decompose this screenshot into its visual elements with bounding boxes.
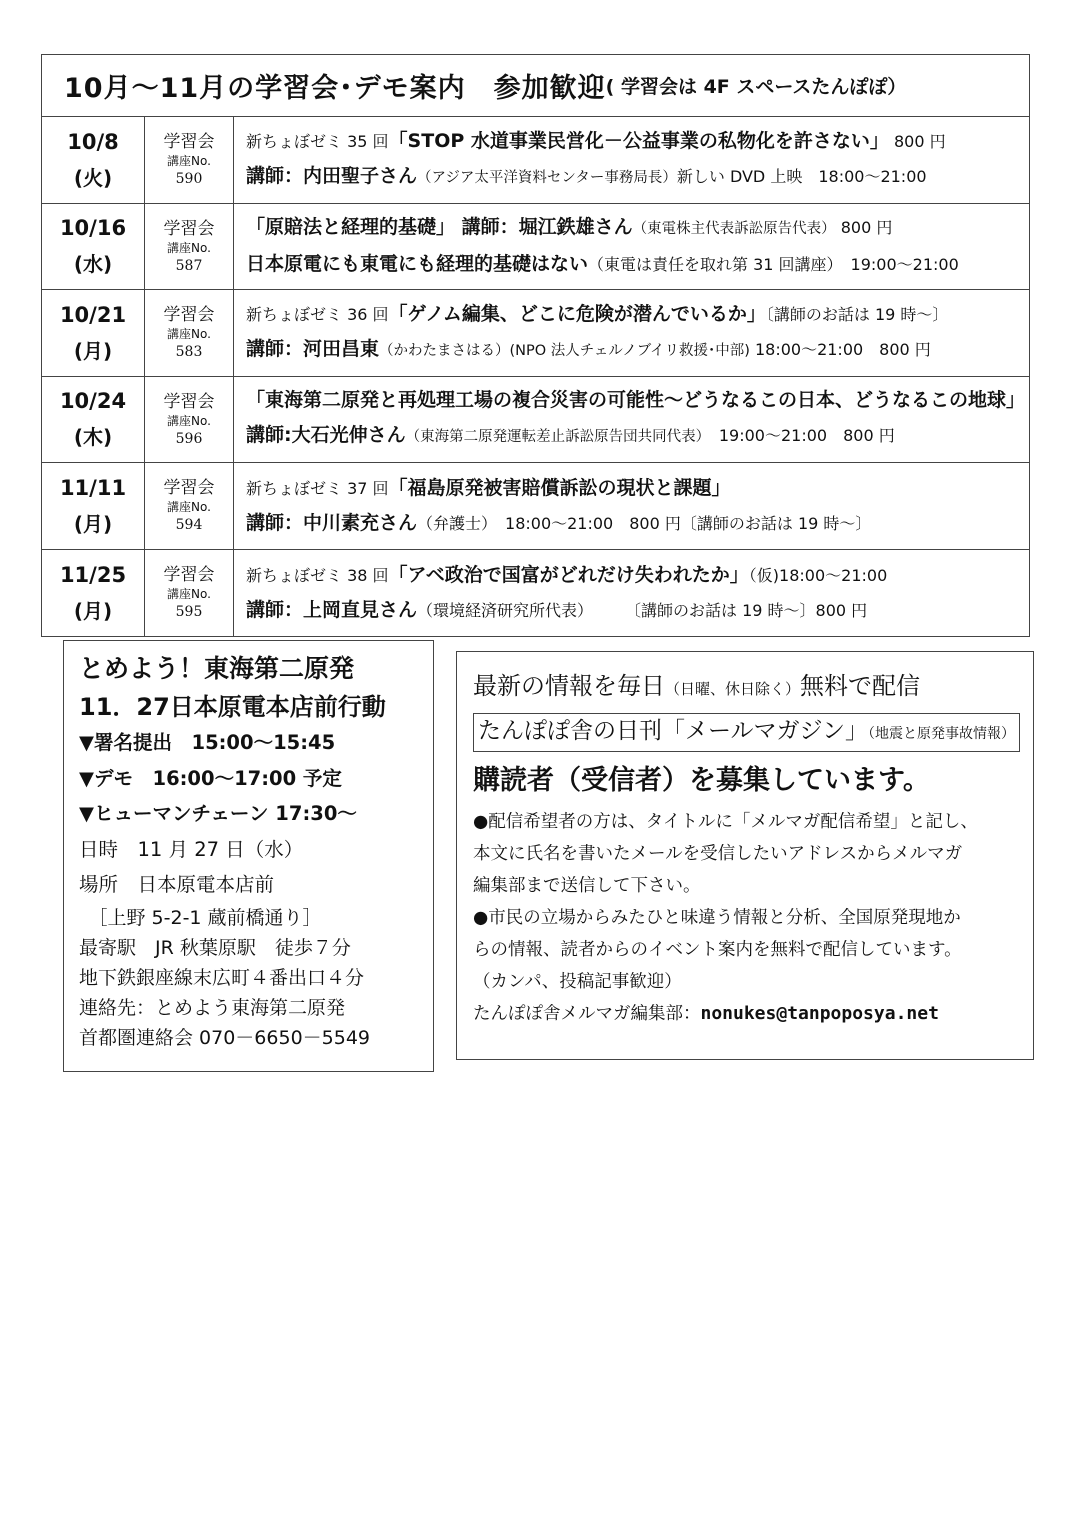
kouza-label: 講座No. [167, 154, 211, 169]
intro-end: 無料で配信 [800, 672, 921, 700]
schedule-row [42, 290, 1029, 377]
editor-label: たんぽぽ舎メルマガ編集部： [473, 1004, 701, 1024]
event-date: 10/24 [59, 389, 127, 414]
event-weekday: (火) [73, 165, 113, 190]
mailmagazine-title: たんぽぽ舎の日刊「メールマガジン」 [478, 718, 868, 744]
event-text: （東海第二原発運転差止訴訟原告団共同代表） [405, 429, 703, 446]
paragraph-line: （カンパ、投稿記事歓迎） [473, 972, 682, 992]
event-description [234, 377, 1029, 463]
event-highlight-text: 講師：内田聖子さん [246, 164, 418, 187]
schedule-table [41, 54, 1030, 637]
kouza-label: 講座No. [167, 587, 211, 602]
event-description [234, 550, 1029, 637]
event-text: （東電は責任を取れ第 31 回講座） 19:00～21:00 [588, 255, 959, 275]
action-detail: 最寄駅 JR 秋葉原駅 徒歩７分 [79, 936, 351, 959]
kouza-label: 講座No. [167, 240, 211, 255]
event-text: （かわたまさはる）(NPO 法人チェルノブイリ救援･中部) [379, 342, 750, 359]
event-description [234, 204, 1029, 290]
event-date: 10/16 [59, 216, 127, 241]
kouza-label: 講座No. [167, 413, 211, 428]
event-highlight-text: 日本原電にも東電にも経理的基礎はない [246, 253, 589, 276]
event-type: 学習会 [163, 391, 215, 412]
event-line2 [246, 506, 1029, 541]
kouza-number: 595 [175, 604, 203, 621]
action-subtitle: 11．27日本原電本店前行動 [79, 693, 386, 721]
event-type: 学習会 [163, 218, 215, 239]
kouza-number: 583 [175, 344, 203, 361]
action-detail: 連絡先：とめよう東海第二原発 [79, 996, 346, 1019]
event-type-cell [145, 204, 234, 290]
event-text: （東電株主代表訴訟原告代表） [632, 221, 836, 238]
event-text: 新ちょぼゼミ 37 回 [246, 478, 389, 498]
event-line1 [246, 558, 1029, 593]
event-date-cell [42, 204, 145, 290]
event-highlight-text: 講師:大石光伸さん [246, 424, 406, 447]
event-date: 11/11 [59, 475, 127, 500]
event-text: 19:00～21:00 800 円 [702, 426, 895, 446]
event-text: 〔講師のお話は 19 時～〕 [765, 304, 949, 324]
event-highlight-text: 「東海第二原発と再処理工場の複合災害の可能性～どうなるこの日本、どうなるこの地球」 [246, 389, 1026, 412]
event-type-cell [145, 377, 234, 463]
event-line1 [246, 210, 1029, 247]
event-description [234, 290, 1029, 376]
event-line1 [246, 297, 1029, 332]
event-line1 [246, 124, 1029, 159]
event-line2 [246, 159, 1029, 196]
event-line1 [246, 471, 1029, 506]
event-weekday: (月) [73, 338, 113, 363]
mailmagazine-box [456, 651, 1034, 1060]
paragraph-line: 編集部まで送信して下さい。 [473, 876, 701, 896]
schedule-subtitle: ( 学習会は 4F スペースたんぽぽ） [605, 76, 907, 98]
event-date: 10/8 [67, 129, 119, 154]
event-description [234, 463, 1029, 549]
event-date-cell [42, 377, 145, 463]
event-weekday: (木) [73, 425, 113, 450]
action-detail: 日時 11 月 27 日（水） [79, 837, 304, 861]
schedule-row [42, 550, 1029, 637]
event-highlight-text: 「アベ政治で国富がどれだけ失われたか」 [388, 563, 749, 586]
schedule-row [42, 463, 1029, 550]
schedule-title: 10月～11月の学習会･デモ案内 参加歓迎 [64, 73, 606, 104]
paragraph-line: 本文に氏名を書いたメールを受信したいアドレスからメルマガ [473, 844, 963, 864]
kouza-label: 講座No. [167, 327, 211, 342]
event-highlight-text: 「STOP 水道事業民営化－公益事業の私物化を許さない」 [388, 129, 889, 152]
event-highlight-text: 講師：中川素充さん [246, 511, 418, 534]
subscribers-heading: 購読者（受信者）を募集しています。 [473, 765, 930, 796]
event-date-cell [42, 290, 145, 376]
event-type: 学習会 [163, 478, 215, 499]
event-date-cell [42, 550, 145, 637]
event-weekday: (月) [73, 598, 113, 623]
event-text: 800 円 [888, 131, 946, 151]
mailmagazine-note: （地震と原発事故情報） [867, 726, 1015, 742]
event-line2 [246, 593, 1029, 628]
schedule-row [42, 117, 1029, 204]
paragraph-line: らの情報、読者からのイベント案内を無料で配信しています。 [473, 940, 962, 960]
action-notice-box [63, 640, 434, 1072]
event-date: 10/21 [59, 302, 127, 327]
event-text: 800 円 [835, 218, 893, 238]
action-item: ▼ヒューマンチェーン 17:30～ [79, 802, 357, 825]
event-type: 学習会 [163, 305, 215, 326]
kouza-number: 596 [175, 430, 203, 447]
intro-small: （日曜、休日除く） [665, 680, 801, 698]
event-text: 新ちょぼゼミ 38 回 [246, 565, 389, 585]
intro-main: 最新の情報を毎日 [473, 672, 665, 700]
email-link[interactable]: nonukes@tanpoposya.net [700, 1003, 939, 1024]
schedule-row [42, 204, 1029, 291]
kouza-number: 590 [175, 171, 203, 188]
event-type-cell [145, 290, 234, 376]
event-description [234, 117, 1029, 203]
schedule-rows [42, 117, 1029, 636]
paragraph-line: ●配信希望者の方は、タイトルに「メルマガ配信希望」と記し、 [473, 812, 978, 832]
event-text: 新しい DVD 上映 18:00～21:00 [676, 166, 927, 186]
kouza-label: 講座No. [167, 500, 211, 515]
event-line2 [246, 247, 1029, 282]
event-line1 [246, 383, 1029, 418]
event-text: 新ちょぼゼミ 36 回 [246, 304, 389, 324]
action-detail: 場所 日本原電本店前 [79, 873, 275, 896]
event-highlight-text: 「ゲノム編集、どこに危険が潜んでいるか」 [388, 302, 766, 325]
event-highlight-text: 「福島原発被害賠償訴訟の現状と課題」 [388, 476, 731, 499]
event-type-cell [145, 117, 234, 203]
action-title: とめよう！東海第二原発 [79, 654, 355, 683]
event-type: 学習会 [163, 565, 215, 586]
event-text: （環境経済研究所代表） 〔講師のお話は 19 時～〕800 円 [417, 600, 868, 620]
event-text: （弁護士） 18:00～21:00 800 円〔講師のお話は 19 時～〕 [417, 513, 872, 533]
kouza-number: 594 [175, 517, 203, 534]
event-text: 18:00～21:00 800 円 [749, 339, 931, 359]
action-item: ▼署名提出 15:00～15:45 [79, 731, 336, 754]
event-weekday: (水) [73, 252, 113, 277]
event-highlight-text: 講師：上岡直見さん [246, 598, 418, 621]
event-text: 新ちょぼゼミ 35 回 [246, 131, 389, 151]
action-detail: ［上野 5-2-1 蔵前橋通り］ [79, 906, 322, 929]
event-type-cell [145, 463, 234, 549]
event-type-cell [145, 550, 234, 637]
editor-contact [473, 998, 1033, 1030]
event-highlight-text: 「原賠法と経理的基礎」 講師：堀江鉄雄さん [246, 216, 633, 239]
paragraph-line: ●市民の立場からみたひと味違う情報と分析、全国原発現地か [473, 908, 961, 928]
action-detail: 地下鉄銀座線末広町４番出口４分 [79, 966, 365, 989]
mailmagazine-name [473, 713, 1020, 752]
action-detail: 首都圏連絡会 070－6650－5549 [79, 1026, 371, 1049]
schedule-row [42, 377, 1029, 464]
event-line2 [246, 418, 1029, 455]
event-date: 11/25 [59, 562, 127, 587]
action-item: ▼デモ 16:00～17:00 予定 [79, 766, 342, 790]
schedule-header [42, 55, 1029, 117]
event-date-cell [42, 117, 145, 203]
event-weekday: (月) [73, 511, 113, 536]
event-date-cell [42, 463, 145, 549]
event-text: （アジア太平洋資料センター事務局長） [417, 169, 677, 186]
event-highlight-text: 講師：河田昌東 [246, 337, 380, 360]
kouza-number: 587 [175, 257, 203, 274]
event-text: （仮)18:00～21:00 [748, 565, 888, 585]
event-line2 [246, 332, 1029, 369]
event-type: 学習会 [163, 132, 215, 153]
mailmagazine-intro [473, 666, 1033, 709]
